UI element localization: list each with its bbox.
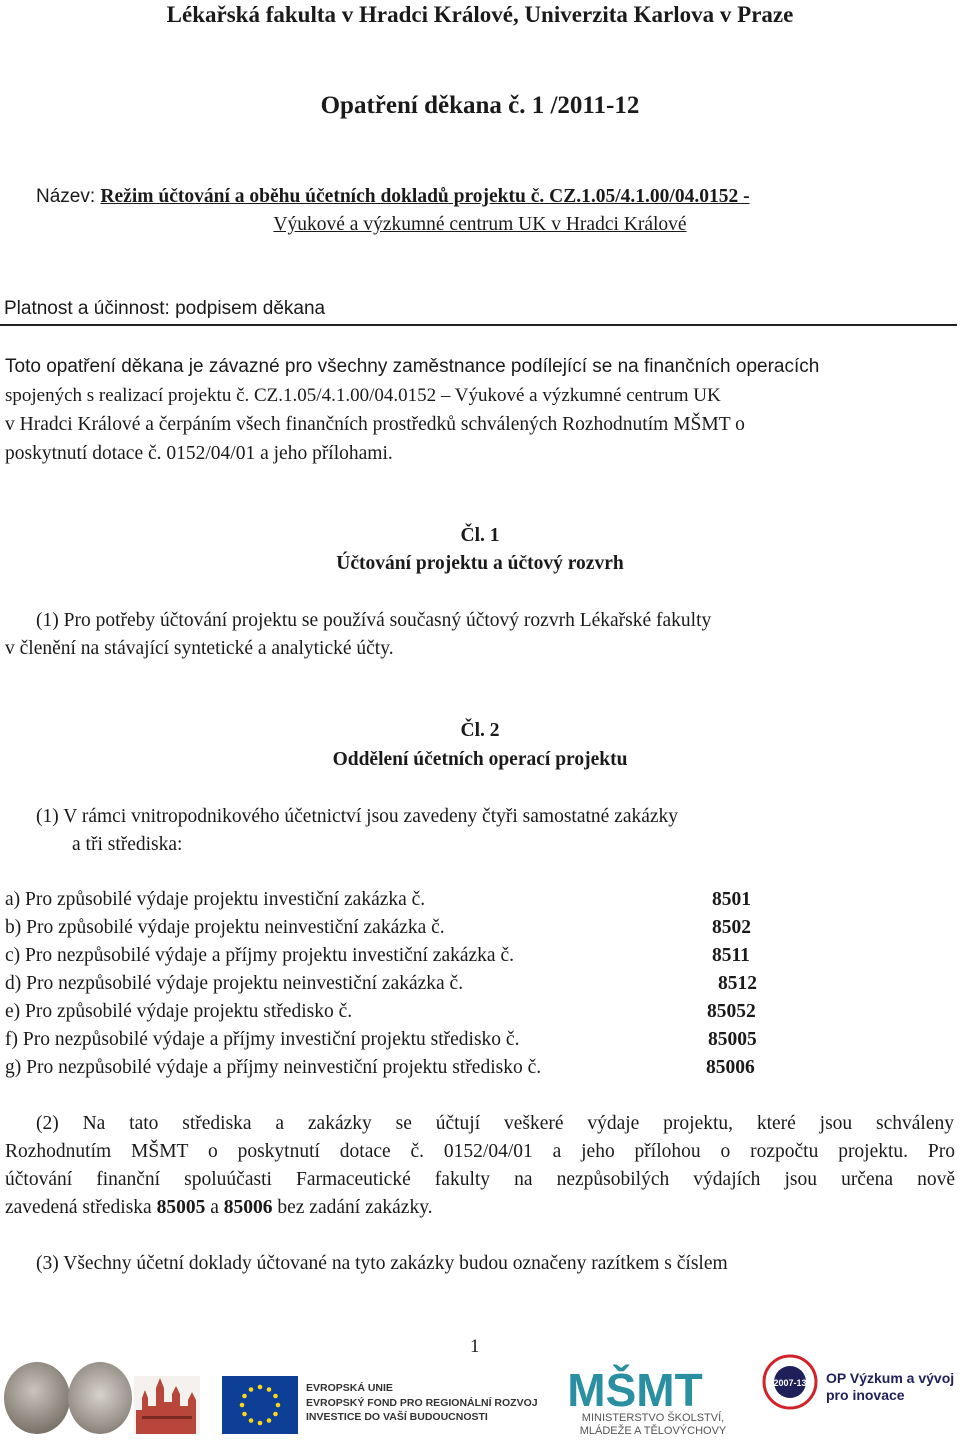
list-item-code: 8512 [718,973,757,994]
intro-line-3: v Hradci Králové a čerpáním všech finančních prostředků schválených Rozhodnutím MŠMT o [5,414,745,435]
msmt-text [578,1412,728,1438]
intro-line-2: spojených s realizací projektu č. CZ.1.05/4.1.00/04.0152 – Výukové a výzkumné centrum UK [5,385,721,406]
document-title: Opatření děkana č. 1 /2011-12 [320,92,640,119]
page-number: 1 [470,1336,480,1357]
university-seal-logo [68,1362,132,1434]
faculty-heading: Lékařská fakulta v Hradci Králové, Univerzita Karlova v Praze [166,2,794,27]
op-vavpi-logo [760,1353,820,1411]
list-item-label: e) Pro způsobilé výdaje projektu středisko č. [5,1001,353,1022]
article-1-number: Čl. 1 [460,525,500,546]
eu-flag-logo [222,1376,298,1434]
text-run: bez zadání zakázky. [272,1197,433,1218]
list-item-label: b) Pro způsobilé výdaje projektu neinvestiční zakázka č. [5,917,445,938]
list-item-label: c) Pro nezpůsobilé výdaje a příjmy projektu investiční zakázka č. [5,945,514,966]
article-2-title: Oddělení účetních operací projektu [332,749,628,770]
article-2-paragraph-2-line-3: účtování finanční spoluúčasti Farmaceutické fakulty na nezpůsobilých výdajích jsou určena nově [5,1169,955,1190]
list-item-code: 85005 [708,1029,757,1050]
article-1-paragraph-line-2: v členění na stávající syntetické a analytické účty. [5,638,394,659]
op-line-2: pro inovace [826,1387,905,1403]
list-item-code: 85052 [707,1001,756,1022]
list-item-code: 8502 [712,917,751,938]
list-item-label: a) Pro způsobilé výdaje projektu investiční zakázka č. [5,889,426,910]
article-1-paragraph-line-1: (1) Pro potřeby účtování projektu se používá současný účtový rozvrh Lékařské fakulty [36,610,712,631]
intro-line-1: Toto opatření děkana je závazné pro všechny zaměstnance podílející se na finančních operacích [5,356,820,377]
name-label: Název: [36,186,96,207]
article-2-number: Čl. 2 [460,720,500,741]
validity-line: Platnost a účinnost: podpisem děkana [4,298,326,319]
op-years: 2007-13 [773,1378,807,1388]
article-2-paragraph-1-line-2: a tři střediska: [72,834,183,855]
msmt-line-1: MINISTERSTVO ŠKOLSTVÍ, [581,1412,725,1424]
intro-line-4: poskytnutí dotace č. 0152/04/01 a jeho přílohami. [5,443,393,464]
list-item-label: d) Pro nezpůsobilé výdaje projektu neinvestiční zakázka č. [5,973,464,994]
op-vavpi-text [826,1370,954,1404]
article-2-paragraph-3: (3) Všechny účetní doklady účtované na tyto zakázky budou označeny razítkem s číslem [36,1253,728,1274]
list-item-code: 85006 [706,1057,755,1078]
document-name-line-2: Výukové a výzkumné centrum UK v Hradci Králové [273,214,687,235]
article-1-title: Účtování projektu a účtový rozvrh [336,553,624,574]
msmt-logo [567,1348,703,1416]
article-2-paragraph-2-line-1: (2) Na tato střediska a zakázky se účtují veškeré výdaje projektu, které jsou schváleny [36,1113,954,1134]
faculty-seal-logo [4,1362,70,1434]
msmt-line-2: MLÁDEŽE A TĚLOVÝCHOVY [579,1425,727,1437]
header-divider [0,324,957,326]
msmt-logo-text: MŠMT [567,1364,703,1416]
text-run: a [205,1197,224,1218]
article-2-paragraph-1-line-1: (1) V rámci vnitropodnikového účetnictví jsou zavedeny čtyři samostatné zakázky [36,806,679,827]
cost-centre-85006: 85006 [223,1197,273,1218]
eu-line-1: EVROPSKÁ UNIE [306,1382,393,1394]
hradec-cityscape-logo [134,1376,200,1434]
article-2-paragraph-2-line-4 [5,1197,433,1219]
eu-line-3: INVESTICE DO VAŠÍ BUDOUCNOSTI [306,1411,488,1423]
list-item-label: g) Pro nezpůsobilé výdaje a příjmy neinvestiční projektu středisko č. [5,1057,542,1078]
eu-line-2: EVROPSKÝ FOND PRO REGIONÁLNÍ ROZVOJ [306,1396,538,1409]
cost-centre-85005: 85005 [156,1197,206,1218]
list-item-label: f) Pro nezpůsobilé výdaje a příjmy investiční projektu středisko č. [5,1029,520,1050]
document-name-line-1 [36,186,750,208]
article-2-paragraph-2-line-2: Rozhodnutím MŠMT o poskytnutí dotace č. 0152/04/01 a jeho přílohou o rozpočtu projektu. Pro [5,1141,955,1162]
list-item-code: 8501 [712,889,751,910]
name-value-1: Režim účtování a oběhu účetních dokladů projektu č. CZ.1.05/4.1.00/04.0152 - [100,186,750,207]
op-line-1: OP Výzkum a vývoj [826,1370,955,1386]
eu-fund-text [306,1381,538,1425]
text-run: zavedená střediska [5,1197,157,1218]
list-item-code: 8511 [712,945,750,966]
